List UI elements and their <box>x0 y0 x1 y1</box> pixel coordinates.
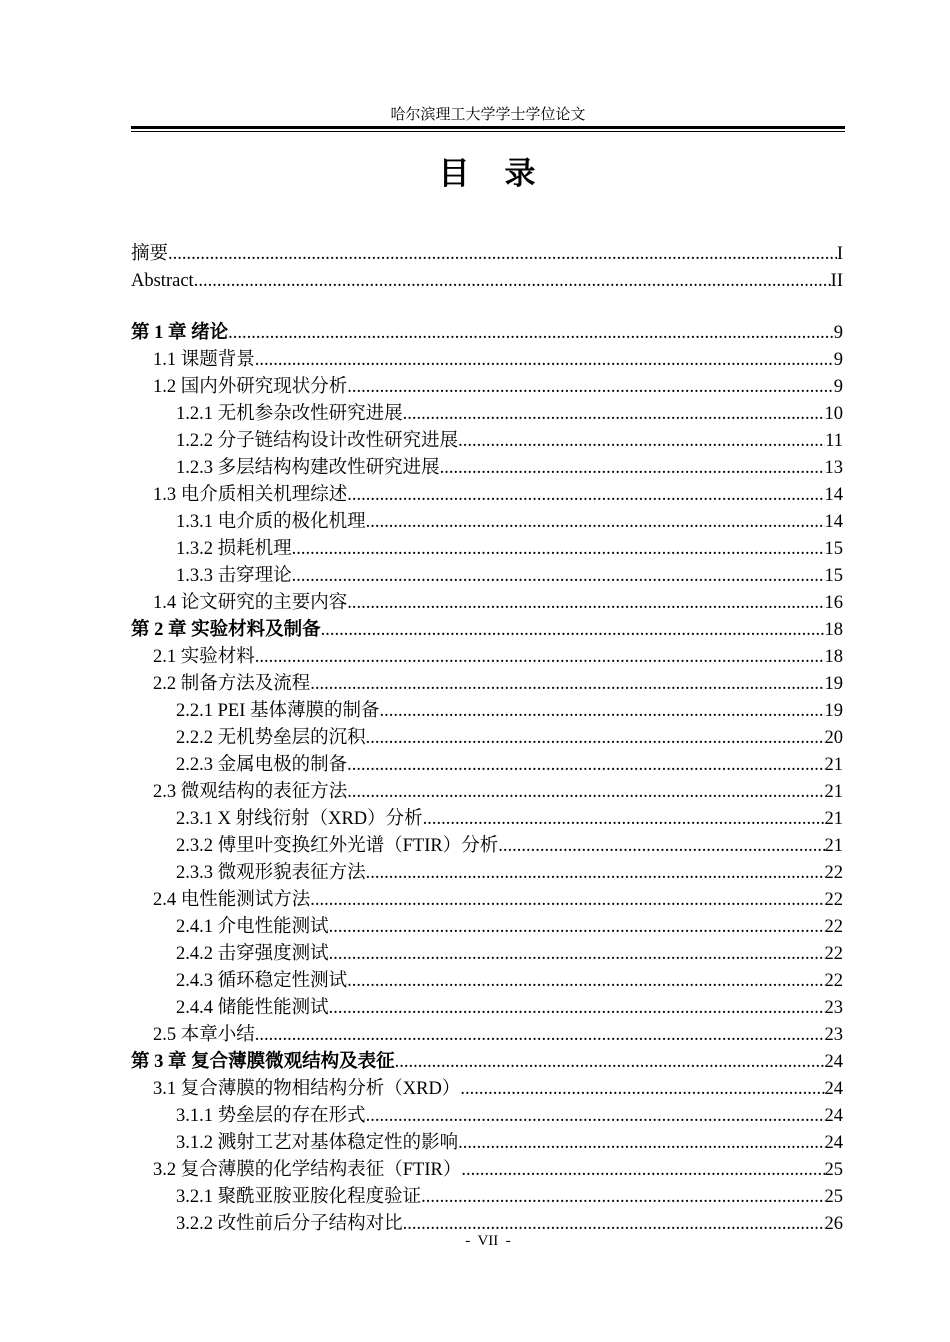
toc-entry[interactable] <box>131 1184 843 1211</box>
toc-leader-dots <box>329 995 825 1022</box>
toc-entry-page: 15 <box>824 539 843 559</box>
toc-leader-dots <box>440 455 825 482</box>
toc-entry-label: 2.4.4 储能性能测试 <box>176 998 329 1018</box>
toc-entry-page: 22 <box>824 971 843 991</box>
toc-entry-label: 2.2 制备方法及流程 <box>153 674 311 694</box>
toc-leader-dots <box>255 644 825 671</box>
toc-entry[interactable] <box>131 536 843 563</box>
toc-entry-label: 2.4.3 循环稳定性测试 <box>176 971 348 991</box>
toc-entry[interactable] <box>131 590 843 617</box>
toc-entry[interactable] <box>131 995 843 1022</box>
toc-entry[interactable] <box>131 1103 843 1130</box>
toc-leader-dots <box>461 1157 824 1184</box>
toc-leader-dots <box>458 1130 824 1157</box>
toc-entry-label: 2.3.3 微观形貌表征方法 <box>176 863 366 883</box>
toc-entry-label: 2.3.1 X 射线衍射（XRD）分析 <box>176 809 423 829</box>
toc-entry[interactable] <box>131 1157 843 1184</box>
toc-entry-page: 24 <box>824 1133 843 1153</box>
toc-entry-label: 3.1.1 势垒层的存在形式 <box>176 1106 366 1126</box>
toc-entry-page: 18 <box>824 647 843 667</box>
toc-entry-page: 9 <box>833 350 843 370</box>
toc-entry-page: 26 <box>824 1214 843 1234</box>
toc-entry[interactable] <box>131 1076 843 1103</box>
toc-leader-dots <box>403 401 825 428</box>
toc-entry-page: 15 <box>824 566 843 586</box>
toc-leader-dots <box>347 752 824 779</box>
toc-entry-page: 9 <box>833 377 843 397</box>
toc-entry-page: 19 <box>824 701 843 721</box>
toc-entry[interactable] <box>131 671 843 698</box>
toc-entry-label: 1.4 论文研究的主要内容 <box>153 593 348 613</box>
toc-leader-dots <box>292 563 825 590</box>
toc-leader-dots <box>347 590 824 617</box>
toc-entry-page: 19 <box>824 674 843 694</box>
toc-entry-label: 2.4.2 击穿强度测试 <box>176 944 329 964</box>
toc-entry-page: II <box>830 271 843 291</box>
toc-entry-label: 第 2 章 实验材料及制备 <box>131 620 321 640</box>
toc-leader-dots <box>228 320 834 347</box>
toc-entry[interactable] <box>131 563 843 590</box>
toc-entry-page: 13 <box>824 458 843 478</box>
toc-entry-page: 9 <box>833 323 843 343</box>
toc-entry[interactable] <box>131 644 843 671</box>
toc-entry-label: 2.3.2 傅里叶变换红外光谱（FTIR）分析 <box>176 836 499 856</box>
toc-leader-dots <box>310 671 824 698</box>
toc-leader-dots <box>421 1184 824 1211</box>
toc-entry[interactable] <box>131 617 843 644</box>
toc-entry[interactable] <box>131 725 843 752</box>
toc-entry-page: 24 <box>824 1052 843 1072</box>
toc-leader-dots <box>366 1103 825 1130</box>
toc-entry-label: 2.2.3 金属电极的制备 <box>176 755 348 775</box>
toc-entry-label: 3.1 复合薄膜的物相结构分析（XRD） <box>153 1079 461 1099</box>
toc-entry-label: 3.2.2 改性前后分子结构对比 <box>176 1214 403 1234</box>
toc-entry-label: 1.2.3 多层结构构建改性研究进展 <box>176 458 440 478</box>
toc-entry-page: 20 <box>824 728 843 748</box>
toc-entry-page: 22 <box>824 863 843 883</box>
toc-entry-label: 2.3 微观结构的表征方法 <box>153 782 348 802</box>
toc-entry[interactable] <box>131 401 843 428</box>
toc-entry-page: 22 <box>824 944 843 964</box>
toc-leader-dots <box>321 617 825 644</box>
toc-entry-page: 14 <box>824 485 843 505</box>
toc-entry-label: 1.2 国内外研究现状分析 <box>153 377 348 397</box>
toc-leader-dots <box>347 482 824 509</box>
toc-leader-dots <box>458 428 825 455</box>
toc-entry-label: Abstract <box>131 271 194 291</box>
toc-leader-dots <box>194 268 831 295</box>
toc-entry-label: 3.2 复合薄膜的化学结构表征（FTIR） <box>153 1160 462 1180</box>
toc-entry-page: 24 <box>824 1106 843 1126</box>
toc-entry-label: 摘要 <box>131 244 169 264</box>
toc-entry[interactable] <box>131 698 843 725</box>
toc-leader-dots <box>329 914 825 941</box>
toc-entry-page: 14 <box>824 512 843 532</box>
toc-leader-dots <box>347 968 824 995</box>
header-rule-thin <box>131 131 845 132</box>
toc-leader-dots <box>255 347 834 374</box>
toc-entry-label: 1.3.2 损耗机理 <box>176 539 292 559</box>
toc-entry-label: 3.2.1 聚酰亚胺亚胺化程度验证 <box>176 1187 422 1207</box>
toc-leader-dots <box>423 806 825 833</box>
toc-leader-dots <box>168 241 837 268</box>
toc-entry-label: 3.1.2 溅射工艺对基体稳定性的影响 <box>176 1133 459 1153</box>
toc-entry-page: 22 <box>824 917 843 937</box>
page-title: 目 录 <box>438 156 538 192</box>
toc-entry-label: 2.2.1 PEI 基体薄膜的制备 <box>176 701 380 721</box>
toc-leader-dots <box>460 1076 824 1103</box>
toc-entry-page: 11 <box>825 431 843 451</box>
toc-entry[interactable] <box>131 482 843 509</box>
toc-entry-label: 1.1 课题背景 <box>153 350 255 370</box>
toc-entry[interactable] <box>131 320 843 347</box>
toc-entry[interactable] <box>131 1049 843 1076</box>
toc-entry-label: 2.4 电性能测试方法 <box>153 890 311 910</box>
toc-leader-dots <box>310 887 824 914</box>
toc-entry[interactable] <box>131 1022 843 1049</box>
toc-leader-dots <box>366 509 825 536</box>
toc-entry[interactable] <box>131 860 843 887</box>
toc-leader-dots <box>366 725 825 752</box>
toc-entry-page: 25 <box>824 1187 843 1207</box>
toc-entry-label: 2.5 本章小结 <box>153 1025 255 1045</box>
toc-entry-page: 22 <box>824 890 843 910</box>
toc-entry-label: 第 1 章 绪论 <box>131 323 229 343</box>
toc-entry[interactable] <box>131 374 843 401</box>
toc-entry-page: 24 <box>824 1079 843 1099</box>
toc-entry[interactable] <box>131 833 843 860</box>
toc-leader-dots <box>255 1022 825 1049</box>
toc-entry-label: 1.2.1 无机参杂改性研究进展 <box>176 404 403 424</box>
toc-entry-label: 1.2.2 分子链结构设计改性研究进展 <box>176 431 459 451</box>
toc-entry-label: 2.4.1 介电性能测试 <box>176 917 329 937</box>
toc-entry-page: I <box>836 244 843 264</box>
toc-entry[interactable] <box>131 241 843 268</box>
toc-leader-dots <box>347 374 833 401</box>
running-header: 哈尔滨理工大学学士学位论文 <box>390 107 586 123</box>
toc-entry[interactable] <box>131 347 843 374</box>
toc-entry[interactable] <box>131 1130 843 1157</box>
toc-entry-label: 2.1 实验材料 <box>153 647 255 667</box>
toc-entry-label: 1.3 电介质相关机理综述 <box>153 485 348 505</box>
toc-leader-dots <box>329 941 825 968</box>
toc-entry-page: 21 <box>824 782 843 802</box>
toc-entry-page: 21 <box>824 836 843 856</box>
toc-leader-dots <box>395 1049 825 1076</box>
toc-entry-page: 21 <box>824 809 843 829</box>
toc-leader-dots <box>498 833 824 860</box>
toc-entry-label: 1.3.3 击穿理论 <box>176 566 292 586</box>
toc-entry[interactable] <box>131 455 843 482</box>
toc-entry[interactable] <box>131 779 843 806</box>
toc-entry[interactable] <box>131 806 843 833</box>
toc-entry[interactable] <box>131 509 843 536</box>
toc-entry-page: 23 <box>824 998 843 1018</box>
toc-entry[interactable] <box>131 914 843 941</box>
header-rule-thick <box>131 126 845 129</box>
toc-entry[interactable] <box>131 968 843 995</box>
toc-entry-page: 25 <box>824 1160 843 1180</box>
toc-entry[interactable] <box>131 941 843 968</box>
toc-entry-label: 1.3.1 电介质的极化机理 <box>176 512 366 532</box>
toc-entry-page: 16 <box>824 593 843 613</box>
toc-entry[interactable] <box>131 887 843 914</box>
table-of-contents <box>131 241 843 1238</box>
toc-leader-dots <box>366 860 825 887</box>
toc-leader-dots <box>292 536 825 563</box>
toc-entry-page: 10 <box>824 404 843 424</box>
toc-leader-dots <box>347 779 824 806</box>
toc-entry-page: 23 <box>824 1025 843 1045</box>
toc-entry-page: 21 <box>824 755 843 775</box>
page-number: - VII - <box>465 1233 511 1249</box>
toc-entry-page: 18 <box>824 620 843 640</box>
toc-entry[interactable] <box>131 428 843 455</box>
toc-entry[interactable] <box>131 268 843 295</box>
toc-leader-dots <box>380 698 825 725</box>
toc-entry-label: 2.2.2 无机势垒层的沉积 <box>176 728 366 748</box>
toc-entry-label: 第 3 章 复合薄膜微观结构及表征 <box>131 1052 395 1072</box>
toc-entry[interactable] <box>131 752 843 779</box>
